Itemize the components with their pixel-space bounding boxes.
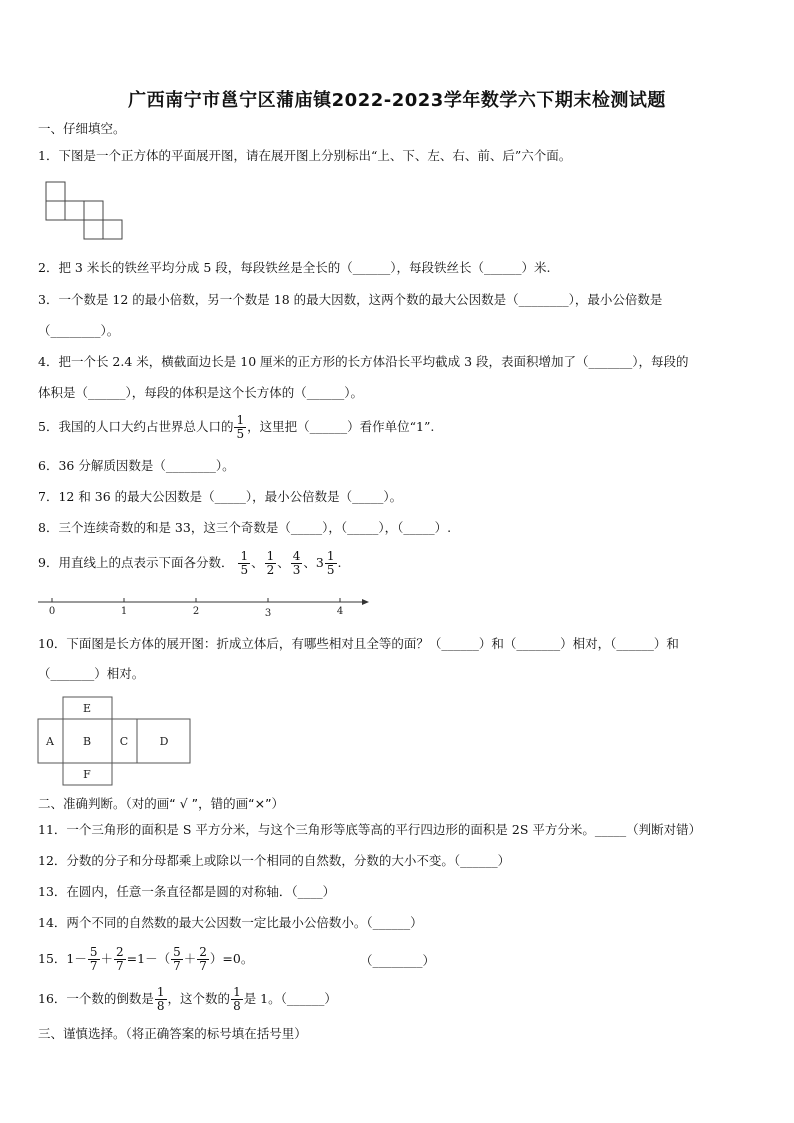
question-8: 8．三个连续奇数的和是 33，这三个奇数是（_____），（_____），（_____）. xyxy=(38,520,452,535)
question-15-blank: （________） xyxy=(360,953,436,968)
page-title: 广西南宁市邕宁区蒲庙镇2022-2023学年数学六下期末检测试题 xyxy=(128,90,666,111)
fraction-1-5: $\frac{1}{5}$ xyxy=(240,549,249,577)
question-10-line-2: （_______）相对。 xyxy=(38,666,145,681)
question-4-line-1: 4．把一个长 2.4 米，横截面边长是 10 厘米的正方形的长方体沿长平均截成 3 段，表面积增加了（_______），每段的 xyxy=(38,354,689,369)
label-D: D xyxy=(159,735,169,748)
question-11: 11．一个三角形的面积是 S 平方分米，与这个三角形等底等高的平行四边形的面积是 2S 平方分米。_____（判断对错） xyxy=(38,822,702,837)
net-square xyxy=(46,201,65,220)
fraction-5-7: $\frac{5}{7}$ xyxy=(89,945,98,973)
tick-label-1: 1 xyxy=(120,606,128,617)
fraction-4-3: $\frac{4}{3}$ xyxy=(292,549,301,577)
question-2: 2．把 3 米长的铁丝平均分成 5 段，每段铁丝是全长的（______），每段铁丝长（______）米. xyxy=(38,260,551,275)
cuboid-net-figure xyxy=(36,696,196,788)
question-15: 15．1－ $\frac{5}{7}$ ＋ $\frac{2}{7}$ =1－（ $\frac{5}{7}$ ＋ $\frac{2}{7}$ ）=0。 xyxy=(38,945,254,973)
q9-text: 9．用直线上的点表示下面各分数． xyxy=(38,555,234,570)
mixed-number-whole: 3 xyxy=(315,555,324,570)
number-line xyxy=(36,594,376,620)
section-2-heading: 二、准确判断。（对的画“ √ ”，错的画“×”） xyxy=(38,796,285,811)
fraction-2-7: $\frac{2}{7}$ xyxy=(199,945,207,973)
label-A: A xyxy=(46,735,54,748)
label-E: E xyxy=(82,702,92,715)
label-F: F xyxy=(83,768,91,781)
tick-label-2: 2 xyxy=(192,606,200,617)
question-6: 6．36 分解质因数是（________）。 xyxy=(38,458,235,473)
fraction-3-1-5: $\frac{1}{5}$ xyxy=(326,549,335,577)
question-12: 12．分数的分子和分母都乘上或除以一个相同的自然数，分数的大小不变。（______） xyxy=(38,853,511,868)
question-10-line-1: 10．下面图是长方体的展开图：折成立体后，有哪些相对且全等的面？（______）和（_______）相对，（______）和 xyxy=(38,636,679,651)
net-square xyxy=(46,182,65,201)
q5-text-before: 5．我国的人口大约占世界总人口的 xyxy=(38,419,234,434)
question-4-line-2: 体积是（______），每段的体积是这个长方体的（______）。 xyxy=(38,385,364,400)
number-line-ticks xyxy=(52,598,340,602)
cube-net-figure xyxy=(40,178,130,244)
fraction-one-fifth: $\frac{1}{5}$ xyxy=(236,413,245,441)
question-14: 14．两个不同的自然数的最大公因数一定比最小公倍数小。（______） xyxy=(38,915,423,930)
section-3-heading: 三、谨慎选择。（将正确答案的标号填在括号里） xyxy=(38,1026,307,1041)
fraction-2-7: $\frac{2}{7}$ xyxy=(116,945,124,973)
question-16: 16．一个数的倒数是 $\frac{1}{8}$ ，这个数的 $\frac{1}{8}$ 是 1。（______） xyxy=(38,985,337,1013)
net-square xyxy=(103,220,122,239)
question-3-line-2: （________）。 xyxy=(38,323,120,338)
question-13: 13．在圆内，任意一条直径都是圆的对称轴．（____） xyxy=(38,884,336,899)
question-5 xyxy=(38,412,434,442)
fraction-5-7: $\frac{5}{7}$ xyxy=(173,945,181,973)
section-1-heading: 一、仔细填空。 xyxy=(38,121,126,136)
question-1: 1．下图是一个正方体的平面展开图，请在展开图上分别标出“上、下、左、右、前、后”六个面。 xyxy=(38,148,572,163)
net-square xyxy=(65,201,84,220)
label-C: C xyxy=(119,735,129,748)
question-9: 9．用直线上的点表示下面各分数． $\frac{1}{5}$ 、 $\frac{1}{2}$ 、 $\frac{4}{3}$ 、3 $\frac{1}{5}$ . xyxy=(38,549,342,577)
fraction-1-8: $\frac{1}{8}$ xyxy=(156,985,165,1013)
question-7: 7．12 和 36 的最大公因数是（_____），最小公倍数是（_____）。 xyxy=(38,489,403,504)
q5-text-after: ，这里把（______）看作单位“1”. xyxy=(247,419,435,434)
tick-label-0: 0 xyxy=(48,606,56,617)
tick-label-4: 4 xyxy=(336,606,344,617)
question-3-line-1: 3．一个数是 12 的最小倍数，另一个数是 18 的最大因数，这两个数的最大公因数是（________），最小公倍数是 xyxy=(38,292,663,307)
net-square xyxy=(84,220,103,239)
net-square xyxy=(84,201,103,220)
fraction-1-8: $\frac{1}{8}$ xyxy=(233,985,241,1013)
fraction-1-2: $\frac{1}{2}$ xyxy=(266,549,275,577)
tick-label-3: 3 xyxy=(264,608,272,619)
label-B: B xyxy=(82,735,92,748)
